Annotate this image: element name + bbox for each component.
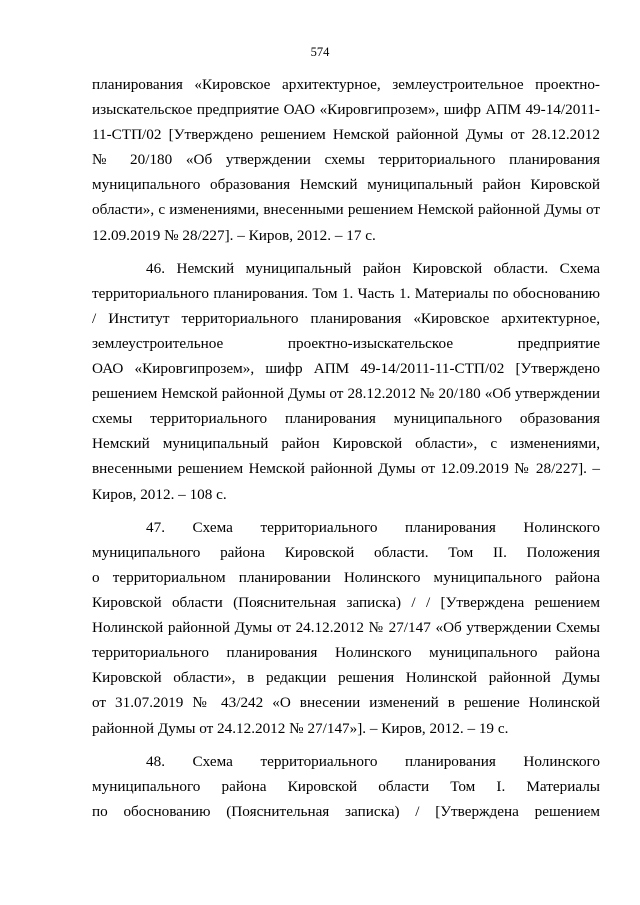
entry-48-line: муниципального района Кировской области Том I. Материалы (92, 778, 600, 795)
paragraph-line: муниципального образования Немский муниципальный район Кировской (92, 176, 600, 193)
paragraph-line: 11-СТП/02 [Утверждено решением Немской районной Думы от 28.12.2012 (92, 126, 600, 143)
paragraph-line: области», с изменениями, внесенными решением Немской районной Думы от (92, 201, 600, 218)
paragraph-line: 12.09.2019 № 28/227]. – Киров, 2012. – 17 с. (92, 227, 376, 244)
entry-46-line: Немский муниципальный район Кировской области», с изменениями, (92, 435, 600, 452)
entry-46-line: 46. Немский муниципальный район Кировской области. Схема (146, 260, 600, 277)
entry-46-line: / Институт территориального планирования «Кировское архитектурное, (92, 310, 600, 327)
entry-47-line: от 31.07.2019 № 43/242 «О внесении изменений в решение Нолинской (92, 694, 600, 711)
entry-46-line: Киров, 2012. – 108 с. (92, 486, 227, 503)
entry-48-line: по обоснованию (Пояснительная записка) / [Утверждена решением (92, 803, 600, 820)
entry-47-line: о территориальном планировании Нолинского муниципального района (92, 569, 600, 586)
paragraph-line: изыскательское предприятие ОАО «Кировгипрозем», шифр АПМ 49-14/2011- (92, 101, 600, 118)
entry-46-line: схемы территориального планирования муниципального образования (92, 410, 600, 427)
entry-47-line: муниципального района Кировской области. Том II. Положения (92, 544, 600, 561)
entry-47-line: Нолинской районной Думы от 24.12.2012 № 27/147 «Об утверждении Схемы (92, 619, 600, 636)
entry-46-line: землеустроительное проектно-изыскательское предприятие (92, 335, 600, 352)
entry-48-line: 48. Схема территориального планирования Нолинского (146, 753, 600, 770)
entry-46-line: решением Немской районной Думы от 28.12.2012 № 20/180 «Об утверждении (92, 385, 600, 402)
entry-47-line: Кировской области (Пояснительная записка) / / [Утверждена решением (92, 594, 600, 611)
page-number: 574 (310, 45, 330, 59)
entry-47-line: Кировской области», в редакции решения Нолинской районной Думы (92, 669, 600, 686)
entry-46-line: ОАО «Кировгипрозем», шифр АПМ 49-14/2011-11-СТП/02 [Утверждено (92, 360, 600, 377)
entry-46-line: внесенными решением Немской районной Думы от 12.09.2019 № 28/227]. – (92, 460, 600, 477)
paragraph-line: планирования «Кировское архитектурное, землеустроительное проектно- (92, 76, 600, 93)
entry-47-line: территориального планирования Нолинского муниципального района (92, 644, 600, 661)
entry-46-line: территориального планирования. Том 1. Часть 1. Материалы по обоснованию (92, 285, 600, 302)
paragraph-line: № 20/180 «Об утверждении схемы территориального планирования (92, 151, 600, 168)
entry-47-line: 47. Схема территориального планирования Нолинского (146, 519, 600, 536)
entry-47-line: районной Думы от 24.12.2012 № 27/147»]. – Киров, 2012. – 19 с. (92, 720, 509, 737)
